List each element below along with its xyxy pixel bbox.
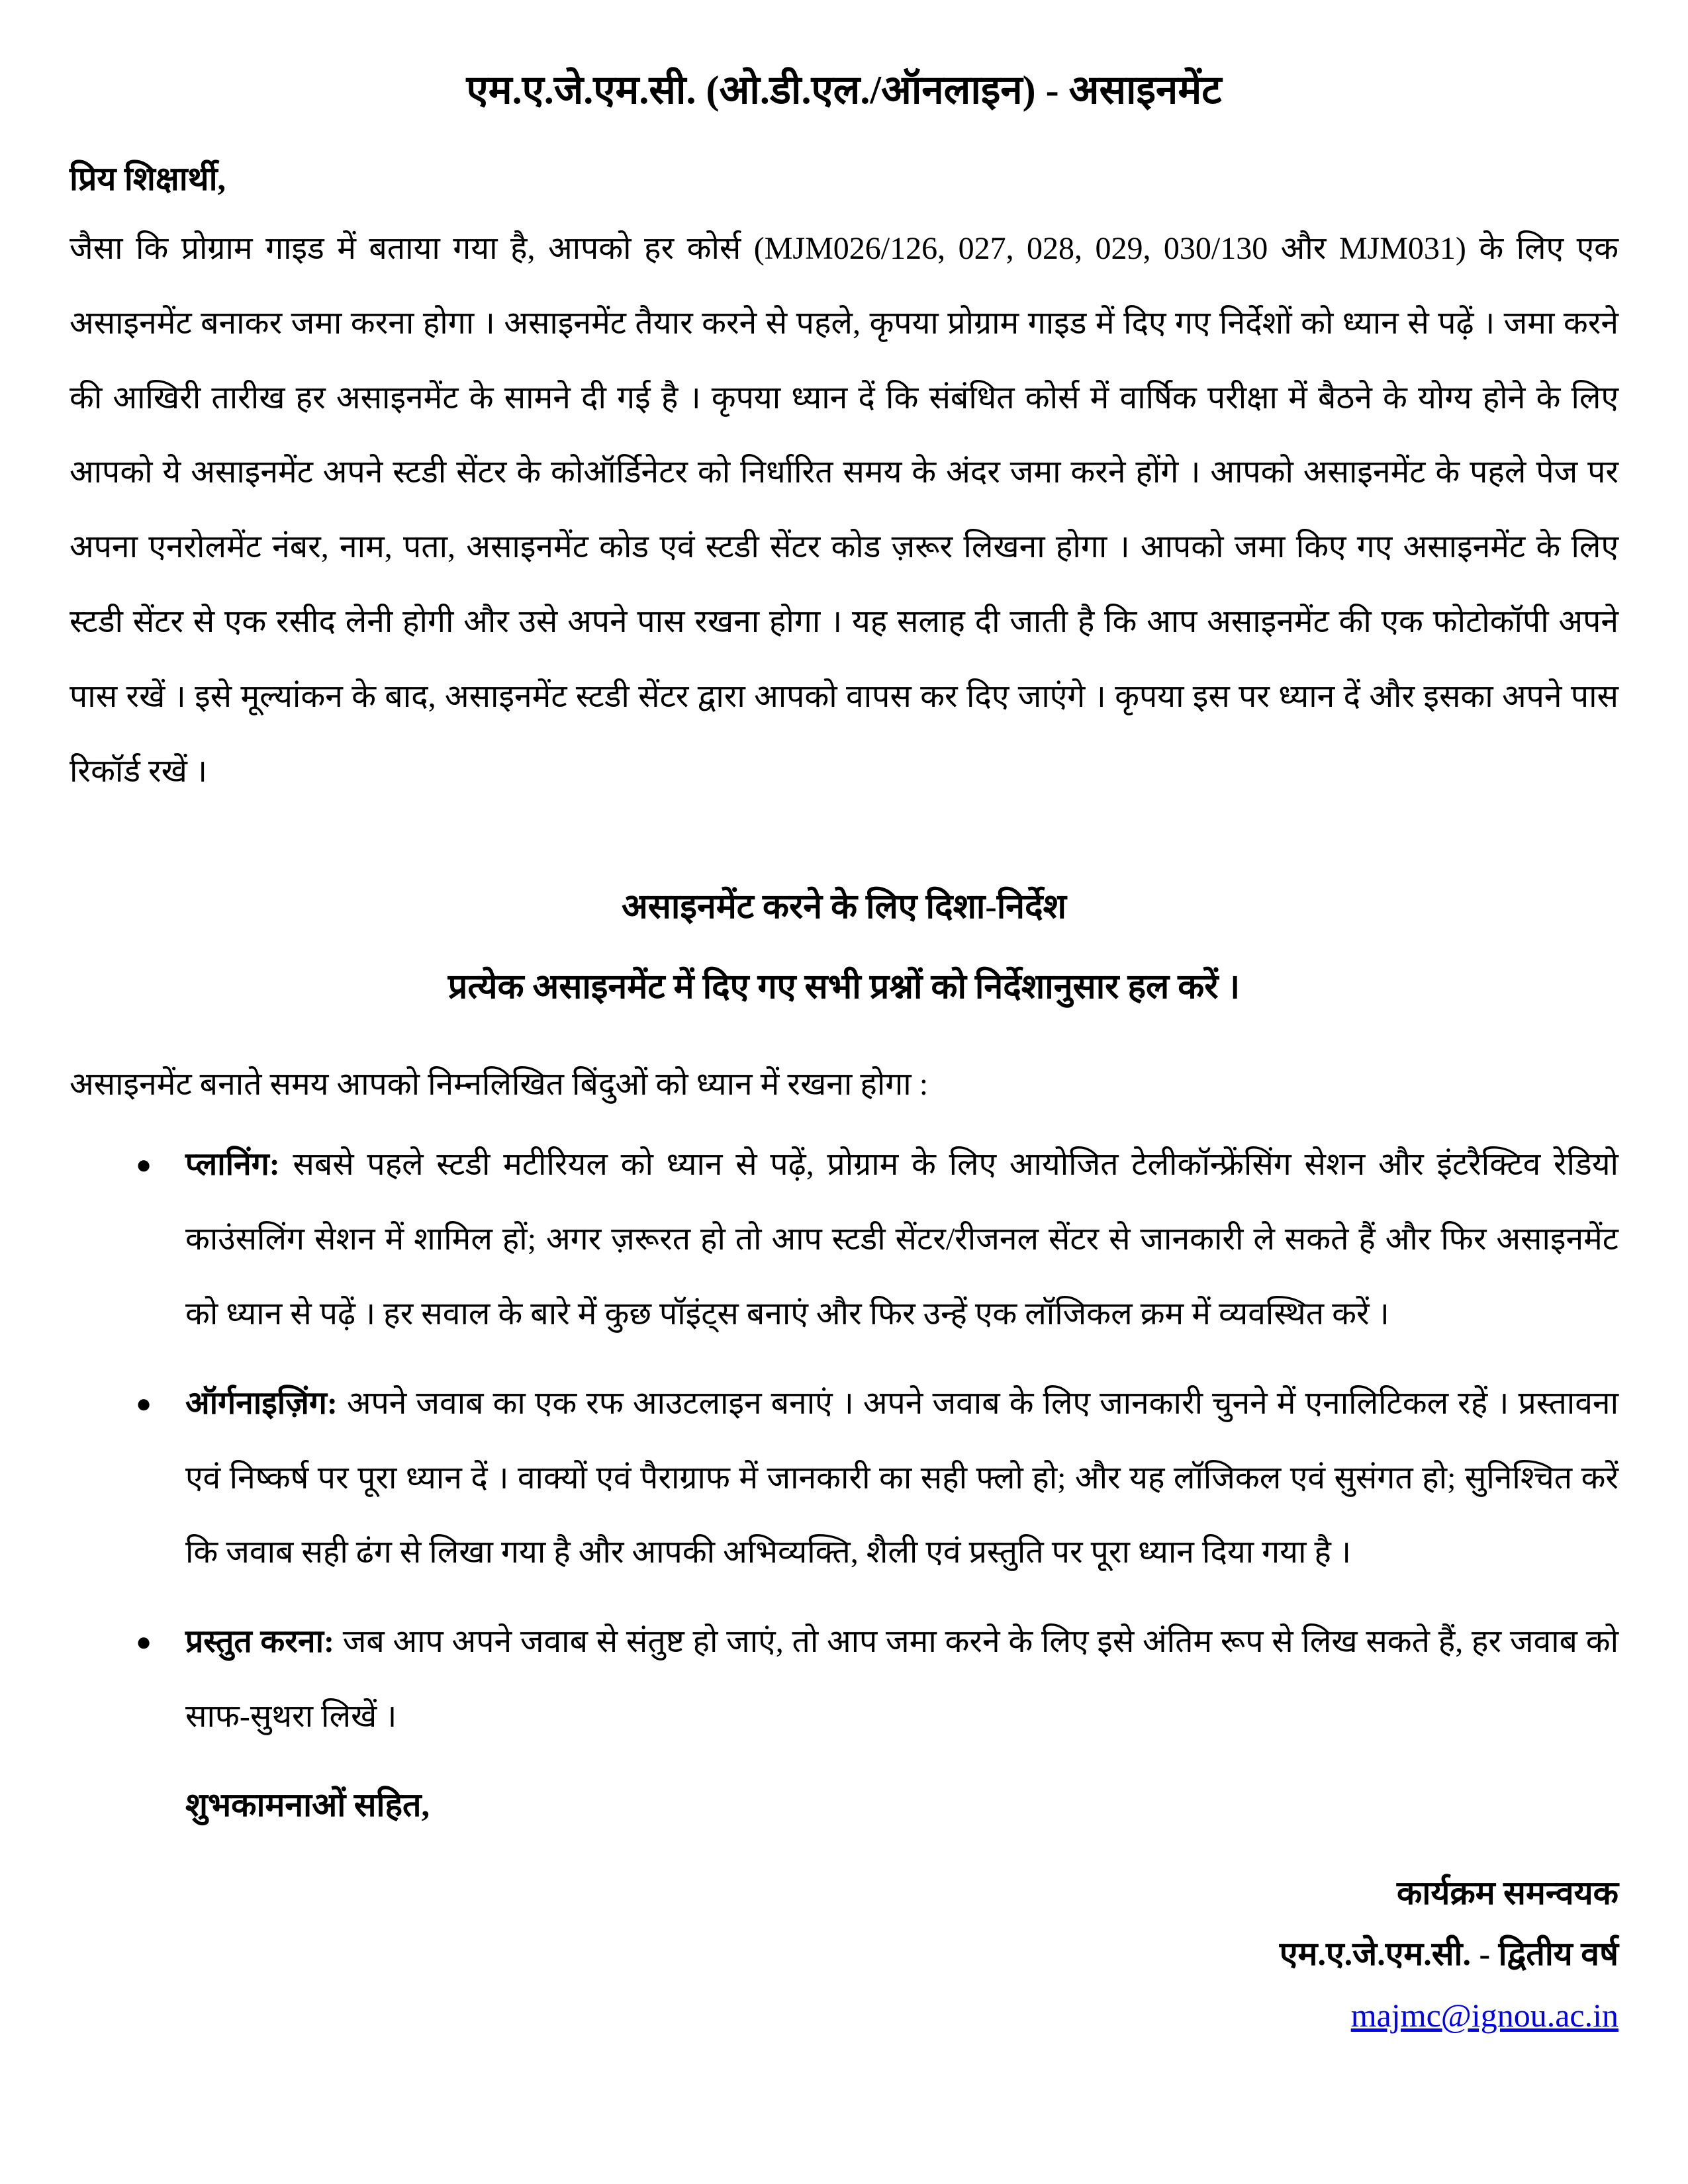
bullet-text <box>185 1367 1618 1590</box>
greeting-text: प्रिय शिक्षार्थी, <box>70 160 226 197</box>
section-subheading: प्रत्येक असाइनमेंट में दिए गए सभी प्रश्नों को निर्देशानुसार हल करें । <box>447 968 1241 1007</box>
bullet-label-presenting: प्रस्तुत करना: <box>185 1624 334 1660</box>
bullet-text <box>185 1605 1618 1754</box>
list-intro-text: असाइनमेंट बनाते समय आपको निम्नलिखित बिंदुओं को ध्यान में रखना होगा : <box>70 1067 929 1103</box>
bullet-body-organizing: अपने जवाब का एक रफ आउटलाइन बनाएं । अपने जवाब के लिए जानकारी चुनने में एनालिटिकल रहें । प्रस्तावना एवं निष्कर्ष पर पूरा ध्यान दें । वाक्यों एवं पैराग्राफ में जानकारी का सही फ्लो हो; और यह लॉजिकल एवं सुसंगत हो; सुनिश्चित करें कि जवाब सही ढंग से लिखा गया है और आपकी अभिव्यक्ति, शैली एवं प्रस्तुति पर पूरा ध्यान दिया गया है । <box>185 1385 1618 1570</box>
bullet-body-planning: सबसे पहले स्टडी मटीरियल को ध्यान से पढ़ें, प्रोग्राम के लिए आयोजित टेलीकॉन्फ्रेंसिंग सेशन और इंटरैक्टिव रेडियो काउंसलिंग सेशन में शामिल हों; अगर ज़रूरत हो तो आप स्टडी सेंटर/रीजनल सेंटर से जानकारी ले सकते हैं और फिर असाइनमेंट को ध्यान से पढ़ें । हर सवाल के बारे में कुछ पॉइंट्स बनाएं और फिर उन्हें एक लॉजिकल क्रम में व्यवस्थित करें । <box>185 1147 1618 1332</box>
page-title: एम.ए.जे.एम.सी. (ओ.डी.एल./ऑनलाइन) - असाइनमेंट <box>466 68 1222 112</box>
signature-role: कार्यक्रम समन्वयक <box>1397 1874 1618 1911</box>
signature-program: एम.ए.जे.एम.सी. - द्वितीय वर्ष <box>1279 1935 1618 1973</box>
bullet-text <box>185 1128 1618 1351</box>
bullet-icon: ● <box>136 1150 152 1180</box>
bullet-icon: ● <box>136 1388 152 1418</box>
list-item <box>70 1367 1618 1590</box>
bullet-label-organizing: ऑर्गनाइज़िंग: <box>185 1385 338 1421</box>
email-link[interactable]: majmc@ignou.ac.in <box>1350 1996 1618 2034</box>
bullet-label-planning: प्लानिंग: <box>185 1147 280 1183</box>
signature-block <box>70 1862 1618 2046</box>
closing-salutation: शुभकामनाओं सहित, <box>185 1786 430 1823</box>
intro-paragraph: जैसा कि प्रोग्राम गाइड में बताया गया है, आपको हर कोर्स (MJM026/126, 027, 028, 029, 030/130 और MJM031) के लिए एक असाइनमेंट बनाकर जमा करना होगा । असाइनमेंट तैयार करने से पहले, कृपया प्रोग्राम गाइड में दिए गए निर्देशों को ध्यान से पढ़ें । जमा करने की आखिरी तारीख हर असाइनमेंट के सामने दी गई है । कृपया ध्यान दें कि संबंधित कोर्स में वार्षिक परीक्षा में बैठने के योग्य होने के लिए आपको ये असाइनमेंट अपने स्टडी सेंटर के कोऑर्डिनेटर को निर्धारित समय के अंदर जमा करने होंगे । आपको असाइनमेंट के पहले पेज पर अपना एनरोलमेंट नंबर, नाम, पता, असाइनमेंट कोड एवं स्टडी सेंटर कोड ज़रूर लिखना होगा । आपको जमा किए गए असाइनमेंट के लिए स्टडी सेंटर से एक रसीद लेनी होगी और उसे अपने पास रखना होगा । यह सलाह दी जाती है कि आप असाइनमेंट की एक फोटोकॉपी अपने पास रखें । इसे मूल्यांकन के बाद, असाइनमेंट स्टडी सेंटर द्वारा आपको वापस कर दिए जाएंगे । कृपया इस पर ध्यान दें और इसका अपने पास रिकॉर्ड रखें । <box>70 231 1618 789</box>
bullet-icon: ● <box>136 1627 152 1657</box>
guidelines-bullet-list <box>70 1128 1618 1754</box>
list-item <box>70 1605 1618 1754</box>
bullet-body-presenting: जब आप अपने जवाब से संतुष्ट हो जाएं, तो आप जमा करने के लिए इसे अंतिम रूप से लिख सकते हैं, हर जवाब को साफ-सुथरा लिखें । <box>185 1624 1618 1734</box>
list-item <box>70 1128 1618 1351</box>
section-heading: असाइनमेंट करने के लिए दिशा-निर्देश <box>621 888 1067 927</box>
